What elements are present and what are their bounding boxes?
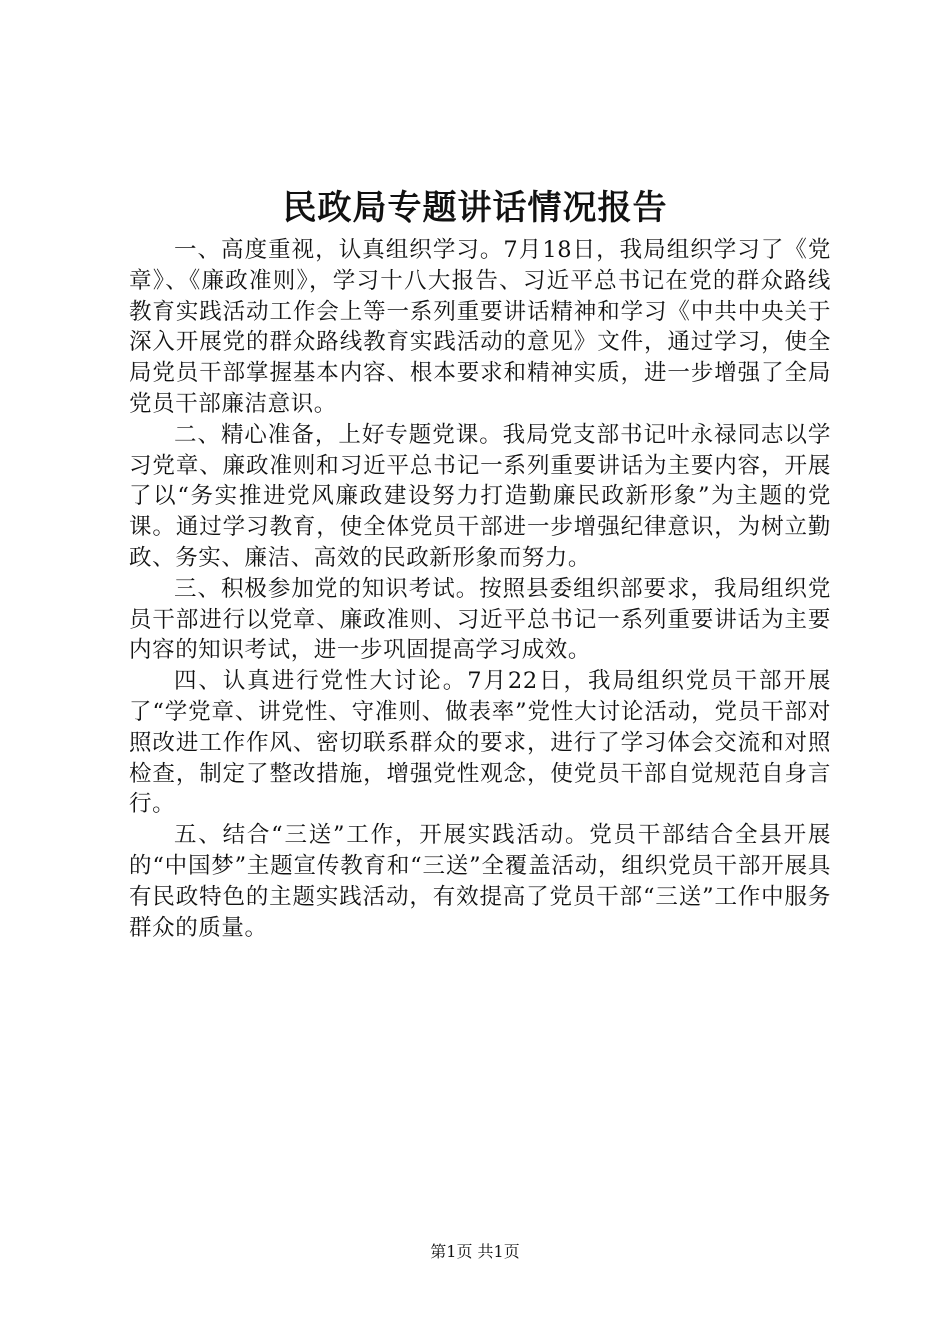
- document-body: [129, 235, 831, 943]
- page-number-footer: 第1页 共1页: [430, 1242, 520, 1261]
- paragraph-2: 二、精心准备，上好专题党课。我局党支部书记叶永禄同志以学习党章、廉政准则和习近平总书记一系列重要讲话为主要内容，开展了以“务实推进党风廉政建设努力打造勤廉民政新形象”为主题的党课。通过学习教育，使全体党员干部进一步增强纪律意识，为树立勤政、务实、廉洁、高效的民政新形象而努力。: [129, 421, 831, 571]
- paragraph-5: 五、结合“三送”工作，开展实践活动。党员干部结合全县开展的“中国梦”主题宣传教育和“三送”全覆盖活动，组织党员干部开展具有民政特色的主题实践活动，有效提高了党员干部“三送”工作中服务群众的质量。: [129, 822, 831, 941]
- paragraph-1: 一、高度重视，认真组织学习。7月18日，我局组织学习了《党章》、《廉政准则》，学习十八大报告、习近平总书记在党的群众路线教育实践活动工作会上等一系列重要讲话精神和学习《中共中央关于深入开展党的群众路线教育实践活动的意见》文件，通过学习，使全局党员干部掌握基本内容、根本要求和精神实质，进一步增强了全局党员干部廉洁意识。: [129, 237, 831, 417]
- document-title: 民政局专题讲话情况报告: [282, 188, 668, 228]
- paragraph-4: 四、认真进行党性大讨论。7月22日，我局组织党员干部开展了“学党章、讲党性、守准则、做表率”党性大讨论活动，党员干部对照改进工作作风、密切联系群众的要求，进行了学习体会交流和对照检查，制定了整改措施，增强党性观念，使党员干部自觉规范自身言行。: [129, 668, 831, 818]
- paragraph-3: 三、积极参加党的知识考试。按照县委组织部要求，我局组织党员干部进行以党章、廉政准则、习近平总书记一系列重要讲话为主要内容的知识考试，进一步巩固提高学习成效。: [129, 575, 831, 664]
